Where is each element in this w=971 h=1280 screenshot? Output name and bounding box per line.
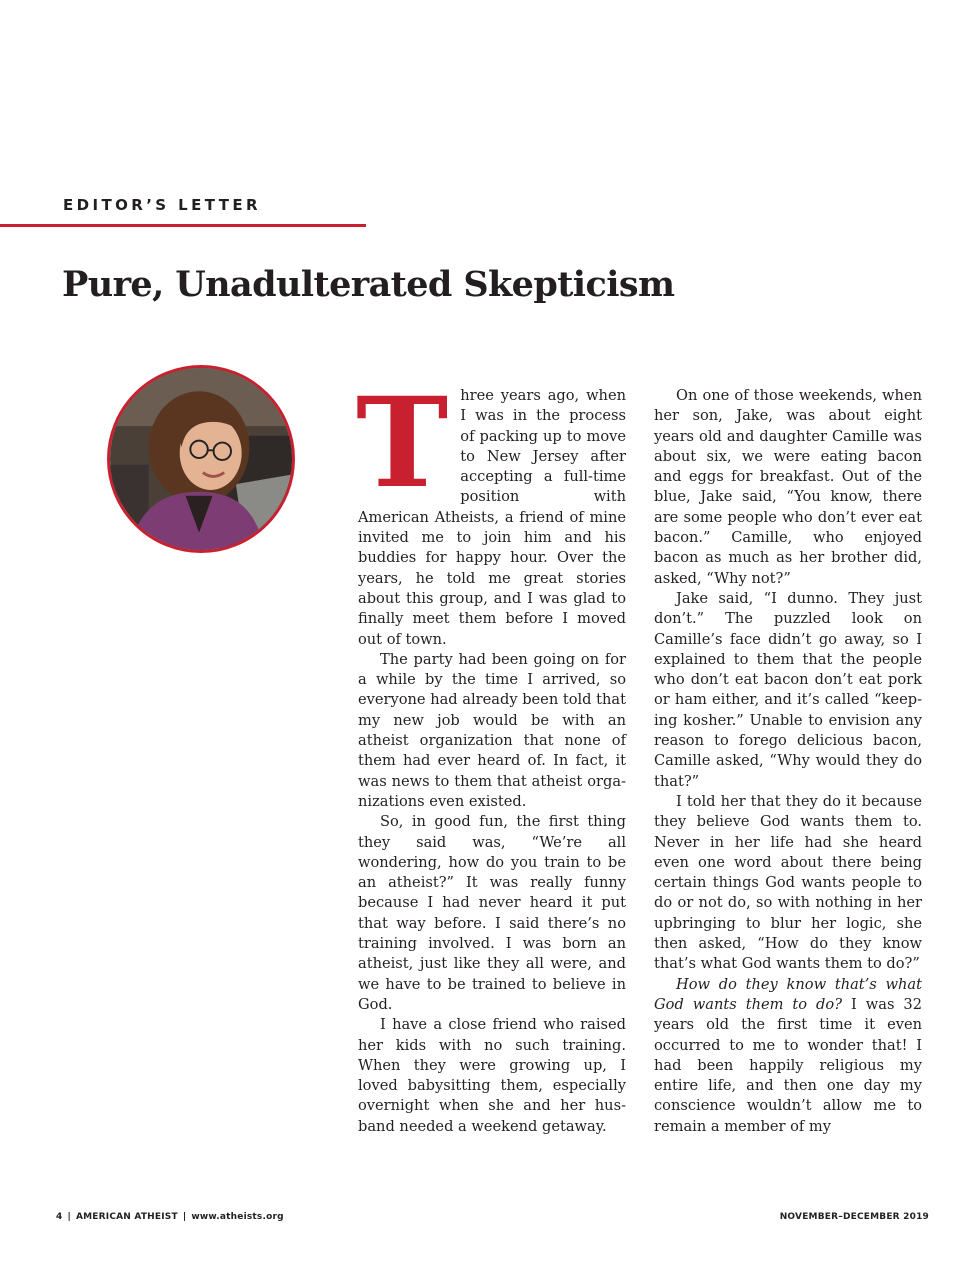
section-rule (0, 224, 366, 227)
author-photo (107, 365, 295, 553)
website-link[interactable]: www.atheists.org (191, 1212, 284, 1222)
paragraph: hree years ago, when I was in the process of packing up to move to New Jersey after accepting a full-time position with American Atheists, a friend of mine invited me to join him and his buddies for happy hour. Over the years, he told me great stories about this group, and I was glad to finally meet them before I moved out of town. (358, 387, 626, 648)
article-column-1 (356, 371, 626, 1137)
paragraph: I told her that they do it because they believe God wants them to. Never in her life had she heard even one word about there being certain things God wants people to do or not do, so with nothing in her upbringing to blur her logic, she then asked, “How do they know that’s what God wants them to do?” (654, 792, 922, 973)
footer-separator: | (67, 1212, 71, 1222)
paragraph (654, 975, 922, 1137)
paragraph: So, in good fun, the first thing they said was, “We’re all wondering, how do you train to be an atheist?” It was really funny because I had never heard it put that way before. I said there’s no training involved. I was born an atheist, just like they all were, and we have to be trained to believe in God. (358, 813, 626, 1013)
section-kicker: EDITOR’S LETTER (63, 196, 261, 214)
footer-left (56, 1212, 284, 1222)
paragraph: Jake said, “I dunno. They just don’t.” The puzzled look on Camille’s face didn’t go away, so I explained to them that the people who don’t eat bacon don’t eat pork or ham either, and it’s called “keeping kosher.” Unable to envision any reason to forego delicious bacon, Camille asked, “Why would they do that?” (654, 589, 922, 790)
paragraph: I have a close friend who raised her kids with no such training. When they were growing up, I loved babysitting them, especially overnight when she and her husband needed a weekend getaway. (358, 1016, 626, 1135)
page-number: 4 (56, 1212, 63, 1222)
paragraph: The party had been going on for a while by the time I arrived, so everyone had already been told that my new job would be with an atheist organization that none of them had ever heard of. In fact, it was news to them that atheist organizations even existed. (358, 650, 626, 810)
issue-date: NOVEMBER–DECEMBER 2019 (779, 1212, 929, 1222)
magazine-name: AMERICAN ATHEIST (75, 1212, 178, 1222)
article-column-2 (654, 386, 922, 1137)
drop-cap: T (356, 371, 449, 516)
italic-question: How do they know that’s what God wants them to do? (654, 975, 922, 1013)
footer-separator: | (182, 1212, 187, 1222)
paragraph: On one of those weekends, when her son, Jake, was about eight years old and daughter Camille was about six, we were eating bacon and eggs for breakfast. Out of the blue, Jake said, “You know, there are some people who don’t ever eat bacon.” Camille, who enjoyed bacon as much as her brother did, asked, “Why not?” (654, 387, 922, 587)
paragraph-text: I was 32 years old the first time it even occurred to me to wonder that! I had been happily religious my entire life, and then one day my conscience wouldn’t allow me to remain a member of my (654, 995, 922, 1135)
article-title: Pure, Unadulterated Skepticism (62, 264, 675, 305)
